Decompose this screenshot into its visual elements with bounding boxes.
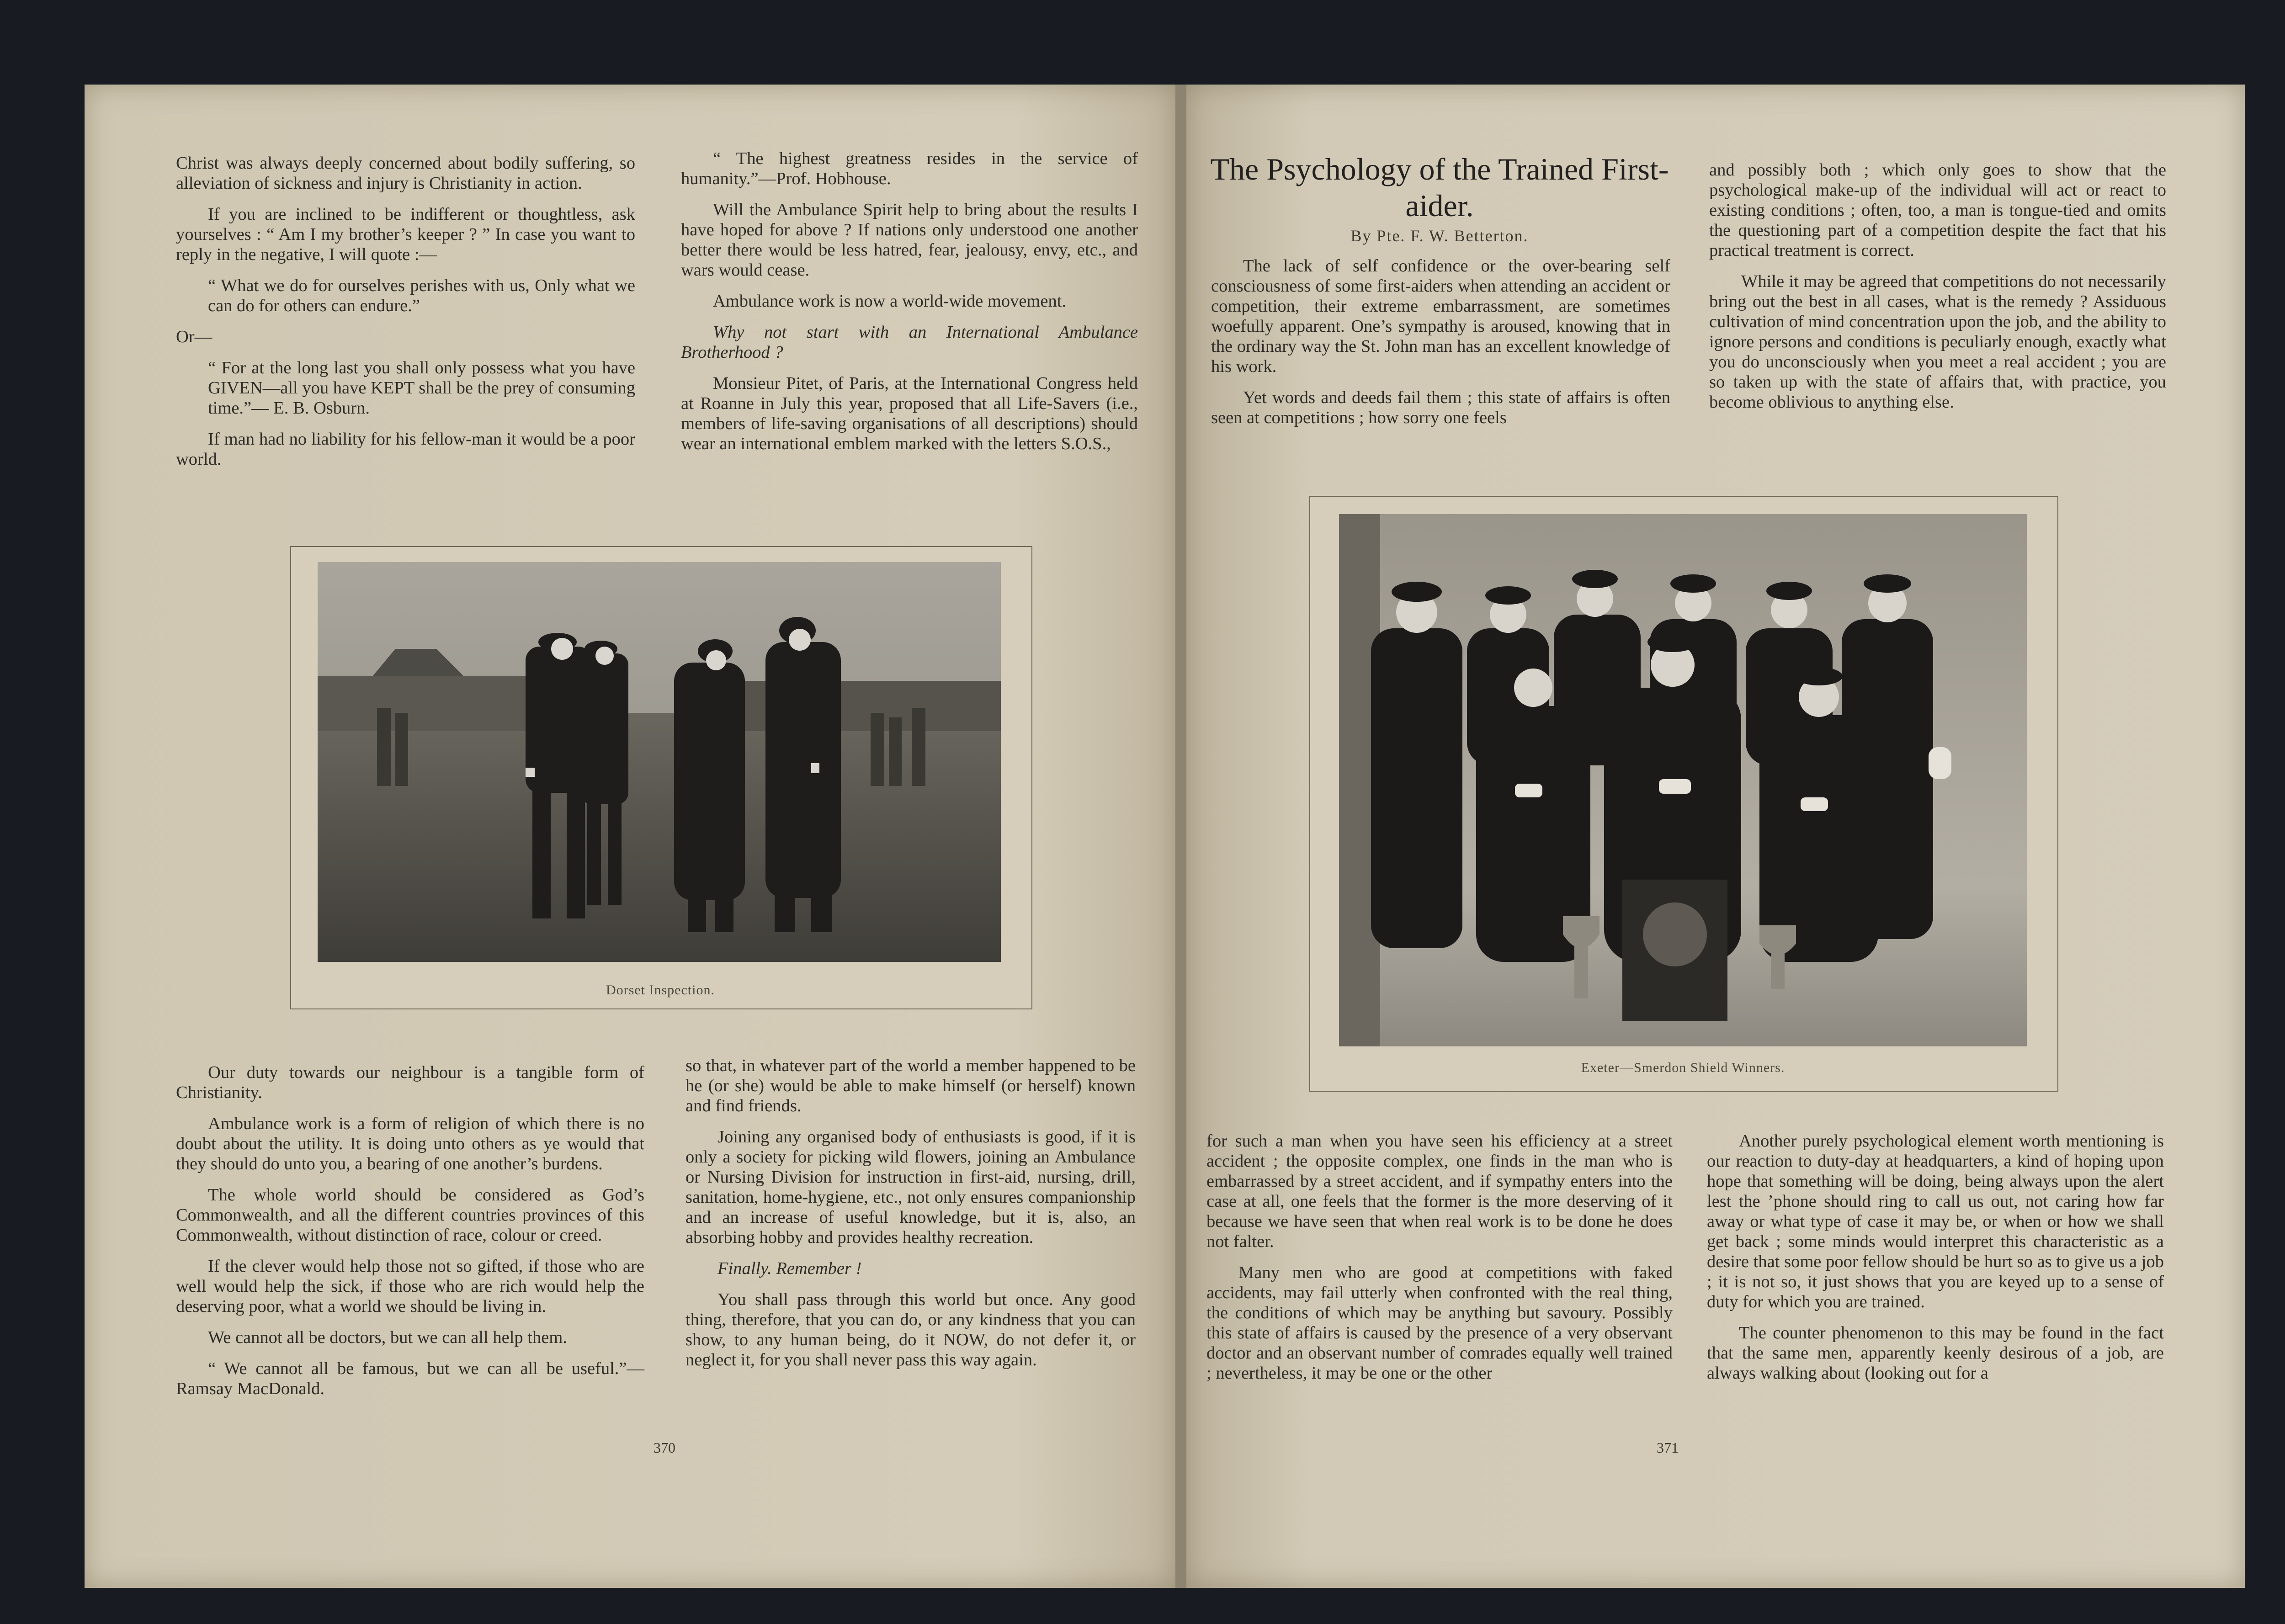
- paragraph: Many men who are good at competitions with faked accidents, may fail utterly when confronted with the real thing, the conditions of which may be anything but savoury. Possibly this state of affairs is caused by the presence of a very observant doctor and an observant number of comrades equally well trained ; nevertheless, it may be one or the other: [1206, 1263, 1673, 1383]
- paragraph: Or—: [176, 327, 213, 346]
- paragraph: Ambulance work is now a world-wide movement.: [713, 292, 1067, 311]
- paragraph: Another purely psychological element worth mentioning is our reaction to duty-day at headquarters, a kind of hoping upon hope that something will be doing, being always upon the alert lest the ’phone should ring to call us out, not caring how far away or what type of case it may be, or when or how we shall get back ; some minds would interpret this characteristic as a desire that some poor fellow should be hurt so as to give us a job ; it is not so, it just shows that you are keyed up to a sense of duty for which you are trained.: [1707, 1131, 2164, 1311]
- right-col2-bottom: [1707, 1131, 2164, 1394]
- paragraph: We cannot all be doctors, but we can all help them.: [208, 1328, 567, 1347]
- right-col2-top: [1709, 160, 2166, 423]
- paragraph: Yet words and deeds fail them ; this state of affairs is often seen at competitions ; how sorry one feels: [1211, 388, 1670, 427]
- paragraph: If man had no liability for his fellow-man it would be a poor world.: [176, 430, 635, 469]
- paragraph: Christ was always deeply concerned about bodily suffering, so alleviation of sickness and injury is Christianity in action.: [176, 154, 635, 193]
- paragraph: Our duty towards our neighbour is a tangible form of Christianity.: [176, 1063, 644, 1102]
- paragraph: Ambulance work is a form of religion of which there is no doubt about the utility. It is doing unto others as ye would that they should do unto you, a bearing of one another’s burdens.: [176, 1114, 644, 1173]
- paragraph: Will the Ambulance Spirit help to bring about the results I have hoped for above ? If nations only understood one another better there would be less hatred, fear, jealousy, envy, etc., and wars would cease.: [681, 200, 1138, 280]
- paragraph: Why not start with an International Ambulance Brotherhood ?: [681, 323, 1138, 362]
- quote: “ For at the long last you shall only possess what you have GIVEN—all you have KEPT shall be the prey of consuming time.”— E. B. Osburn.: [208, 358, 635, 418]
- paragraph: “ The highest greatness resides in the service of humanity.”—Prof. Hobhouse.: [681, 149, 1138, 188]
- page-number-right: 371: [1657, 1439, 1679, 1456]
- exeter-smerdon-shield-photo: [1339, 514, 2027, 1046]
- paragraph: Finally. Remember !: [717, 1259, 862, 1278]
- paragraph: and possibly both ; which only goes to show that the psychological make-up of the individual will act or react to existing conditions ; often, too, a man is tongue-tied and omits the questioning part of a competition despite the fact that his practical treatment is correct.: [1709, 160, 2166, 260]
- paragraph: “ We cannot all be famous, but we can all be useful.”—Ramsay MacDonald.: [176, 1359, 644, 1398]
- article-byline: By Pte. F. W. Betterton.: [1350, 227, 1529, 245]
- paragraph: You shall pass through this world but once. Any good thing, therefore, that you can do, or any kindness that you can show, to any human being, do it NOW, do not defer it, or neglect it, for you shall never pass this way again.: [686, 1290, 1136, 1369]
- left-col2-bottom: [686, 1056, 1136, 1381]
- paragraph: for such a man when you have seen his efficiency at a street accident ; the opposite complex, one finds in the man who is embarrassed by a street accident, and if sympathy enters into the case at all, one feels that the former is the more deserving of it because we have seen that when real work is to be done he does not falter.: [1206, 1131, 1673, 1251]
- page-gutter: [1175, 85, 1186, 1588]
- paragraph: While it may be agreed that competitions do not necessarily bring out the best in all cases, what is the remedy ? Assiduous cultivation of mind concentration upon the job, and the ability to ignore persons and conditions is peculiarly enough, exactly what you do unconsciously when you meet a real accident ; you are so taken up with the state of affairs that, with practice, you become oblivious to anything else.: [1709, 272, 2166, 412]
- paragraph: so that, in whatever part of the world a member happened to be he (or she) would be able to make himself (or herself) known and find friends.: [686, 1056, 1136, 1115]
- paragraph: The counter phenomenon to this may be found in the fact that the same men, apparently keenly desirous of a job, are always walking about (looking out for a: [1707, 1323, 2164, 1383]
- left-col2-top: [681, 149, 1138, 465]
- paragraph: The whole world should be considered as God’s Commonwealth, and all the different countries provinces of this Commonwealth, without distinction of race, colour or creed.: [176, 1185, 644, 1245]
- left-col1-bottom: [176, 1062, 644, 1410]
- right-col1-bottom: [1206, 1131, 1673, 1394]
- right-col1-top: [1211, 256, 1670, 439]
- quote: “ What we do for ourselves perishes with us, Only what we can do for others can endure.”: [208, 276, 635, 315]
- left-col1-top: [176, 153, 635, 480]
- paragraph: If you are inclined to be indifferent or thoughtless, ask yourselves : “ Am I my brother’s keeper ? ” In case you want to reply in the negative, I will quote :—: [176, 205, 635, 264]
- dorset-inspection-photo: [318, 562, 1001, 962]
- paragraph: The lack of self confidence or the over-bearing self consciousness of some first-aiders when attending an accident or competition, their extreme embarrassment, are sometimes woefully apparent. One’s sympathy is aroused, knowing that in the ordinary way the St. John man has an excellent knowledge of his work.: [1211, 256, 1670, 376]
- dorset-caption: Dorset Inspection.: [606, 982, 715, 998]
- paragraph: Monsieur Pitet, of Paris, at the International Congress held at Roanne in July this year, proposed that all Life-Savers (i.e., members of life-saving organisations of all descriptions) should wear an international emblem marked with the letters S.O.S.,: [681, 374, 1138, 453]
- exeter-caption: Exeter—Smerdon Shield Winners.: [1581, 1060, 1785, 1075]
- paragraph: Joining any organised body of enthusiasts is good, if it is only a society for picking wild flowers, joining an Ambulance or Nursing Division for instruction in first-aid, nursing, drill, sanitation, home-hygiene, etc., not only ensures companionship and an increase of useful knowledge, but it is, also, an absorbing hobby and provides healthy recreation.: [686, 1127, 1136, 1247]
- page-number-left: 370: [654, 1439, 675, 1456]
- article-title: The Psychology of the Trained First-aider.: [1210, 152, 1669, 223]
- paragraph: If the clever would help those not so gifted, if those who are well would help the sick, if those who are rich would help the deserving poor, what a world we should be living in.: [176, 1257, 644, 1316]
